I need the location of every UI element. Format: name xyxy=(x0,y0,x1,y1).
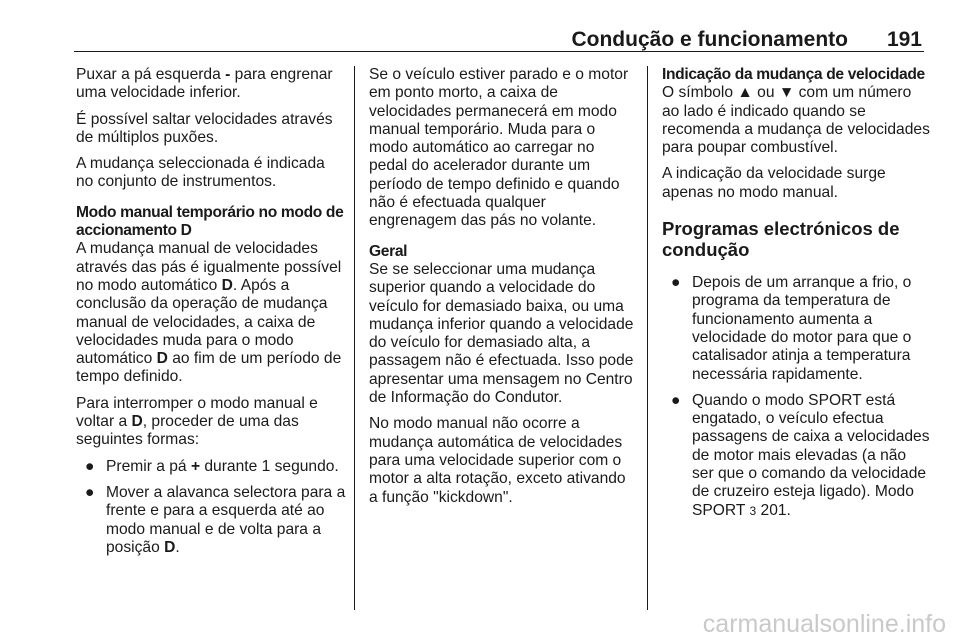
column-divider-1 xyxy=(354,66,355,610)
paragraph-manual-only: A indicação da velocidade surge apenas no modo manual. xyxy=(662,165,886,201)
paragraph-vehicle-stopped: Se o veículo estiver parado e o motor em ponto morto, a caixa de velocidades permanecerá em modo manual temporário. Muda para o modo automático ao carregar no pedal do acelerador durante um período de tempo definido e quando não é efectuada qualquer engrenagem das pás no volante. xyxy=(369,66,629,230)
paragraph-shift-not-executed: Se se seleccionar uma mudança superior quando a velocidade do veículo for demasiado baixa, ou uma mudança inferior quando a velocidade do veículo for demasiado alta, a passagem não é efectuada. Isso pode apresentar uma mensagem no Centro de Informação do Condutor. xyxy=(369,260,634,407)
bullet-icon: ● xyxy=(85,457,95,475)
list-item: ● Quando o modo SPORT está engatado, o veículo efectua passagens de caixa a velocidades de motor mais elevadas (a não ser que o comando da velocidade de cruzeiro esteja ligado). Modo SPORT 3 201. xyxy=(671,391,930,519)
heading-temporary-manual-mode: Modo manual temporário no modo de accionamento D xyxy=(76,203,344,240)
options-list xyxy=(76,458,346,557)
programs-list xyxy=(662,274,930,520)
heading-gear-shift-indication: Indicação da mudança de velocidade xyxy=(662,66,925,83)
page-header xyxy=(0,0,960,52)
paragraph-manual-in-automatic: A mudança manual de velocidades através das pás é igualmente possível no modo automático D. Após a conclusão da operação de mudança manual de velocidades, a caixa de velocidades muda para o modo automático D ao fim de um período de tempo definido. xyxy=(76,240,342,386)
bullet-icon: ● xyxy=(671,391,681,409)
paragraph-skip-gears: É possível saltar velocidades através de múltiplos puxões. xyxy=(76,110,333,146)
bullet-icon: ● xyxy=(85,483,95,501)
column-divider-2 xyxy=(647,66,648,610)
watermark: carmanualsonline.info xyxy=(702,610,946,638)
column-2 xyxy=(369,66,635,515)
header-divider xyxy=(74,51,924,52)
paragraph-interrupt-manual: Para interromper o modo manual e voltar a D, proceder de uma das seguintes formas: xyxy=(76,394,318,449)
list-item: ● Depois de um arranque a frio, o programa da temperatura de funcionamento aumenta a velocidade do motor para que o catalisador atinja a temperatura necessária rapidamente. xyxy=(671,274,912,383)
page-reference-icon[interactable]: 3 xyxy=(749,503,757,518)
paragraph-gear-display: A mudança seleccionada é indicada no conjunto de instrumentos. xyxy=(76,155,325,191)
section-title: Condução e funcionamento xyxy=(571,28,848,51)
paragraph-paddle-left: Puxar a pá esquerda - para engrenar uma velocidade inferior. xyxy=(76,66,333,102)
column-1 xyxy=(76,66,346,565)
heading-geral: Geral xyxy=(369,242,408,260)
paragraph-shift-symbol: O símbolo ▲ ou ▼ com um número ao lado é indicado quando se recomenda a mudança de velocidades para poupar combustível. xyxy=(662,84,930,157)
list-item: ● Premir a pá + durante 1 segundo. xyxy=(85,457,339,475)
list-item: ● Mover a alavanca selectora para a frente e para a esquerda até ao modo manual e de volta para a posição D. xyxy=(85,483,346,556)
column-3 xyxy=(662,66,930,528)
bullet-icon: ● xyxy=(671,274,681,292)
paragraph-kickdown: No modo manual não ocorre a mudança automática de velocidades para uma velocidade superior com o motor a alta rotação, exceto ativando a função "kickdown". xyxy=(369,415,626,506)
page-number: 191 xyxy=(886,28,922,51)
heading-electronic-driving-programs: Programas electrónicos de condução xyxy=(662,218,900,261)
